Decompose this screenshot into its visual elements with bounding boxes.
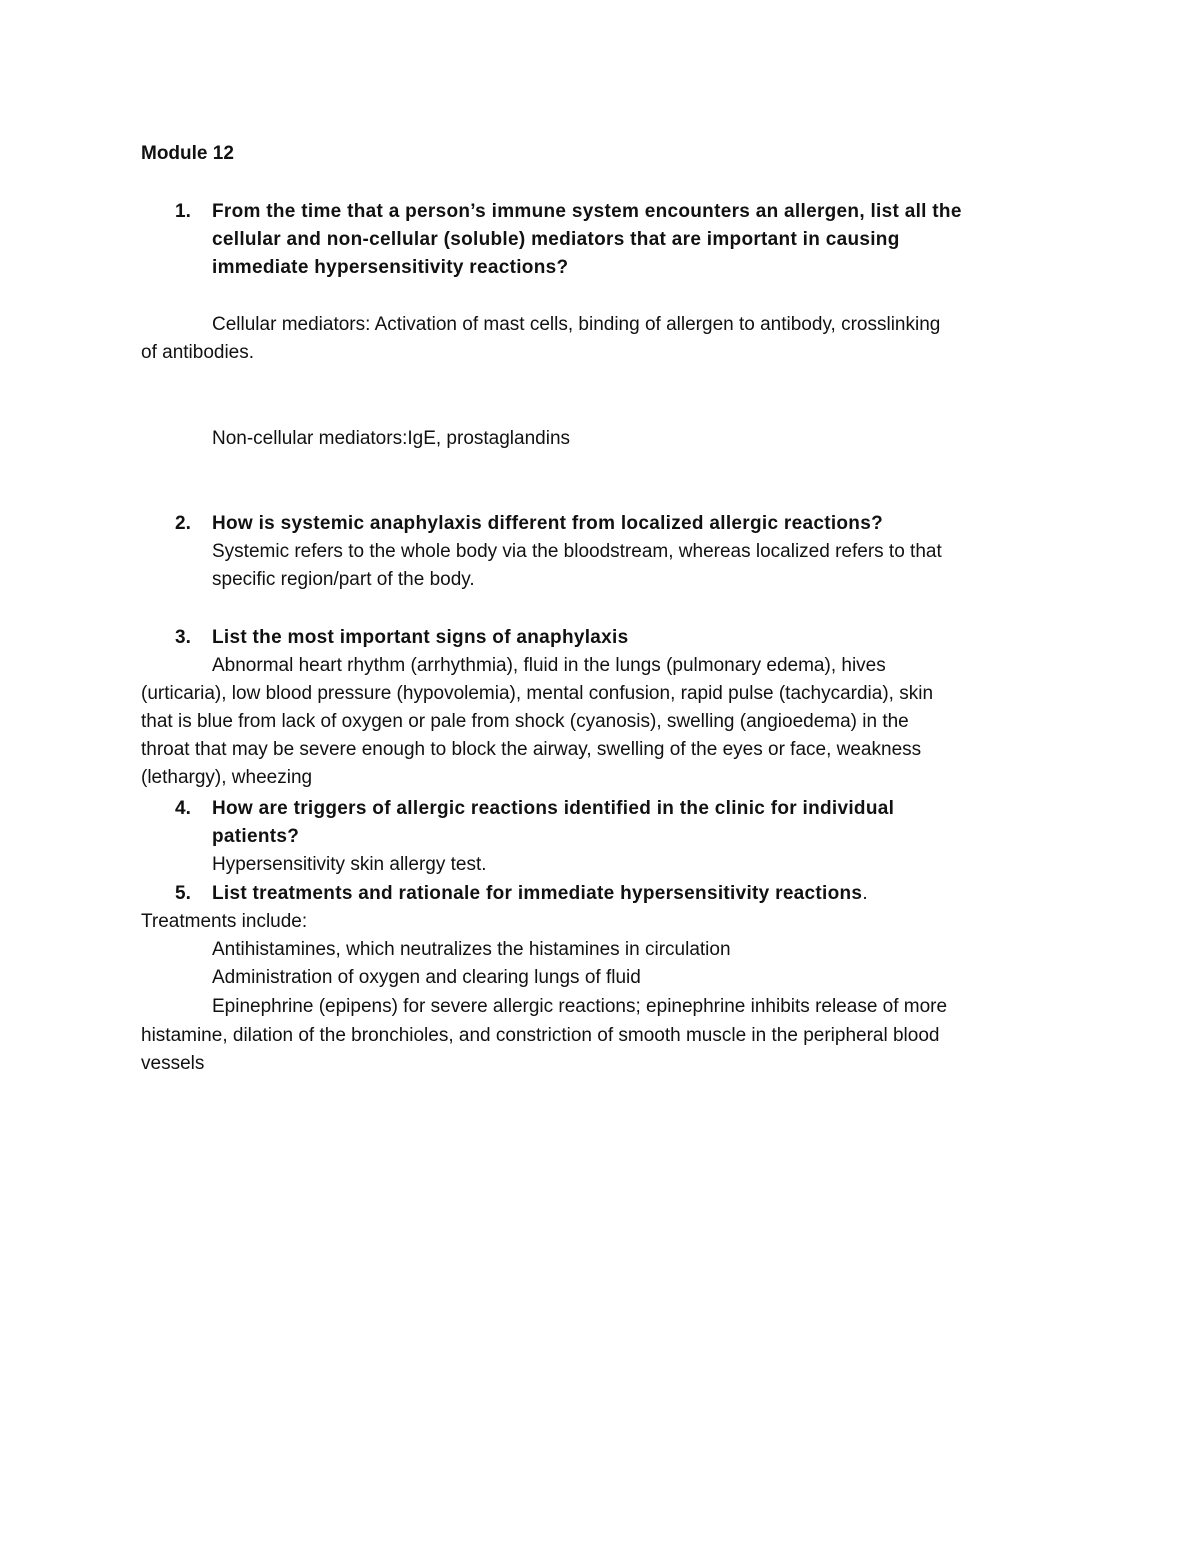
question-2-text: How is systemic anaphylaxis different from localized allergic reactions? — [212, 513, 883, 534]
question-1-line-2: cellular and non-cellular (soluble) mediators that are important in causing — [212, 229, 900, 250]
question-4-line-2: patients? — [212, 826, 300, 847]
answer-4: Hypersensitivity skin allergy test. — [212, 854, 487, 875]
question-1-line-3: immediate hypersensitivity reactions? — [212, 257, 569, 278]
answer-3-line-4: throat that may be severe enough to block the airway, swelling of the eyes or face, weakness — [141, 739, 922, 760]
question-2-number: 2. — [175, 513, 191, 534]
answer-3-line-5: (lethargy), wheezing — [141, 767, 313, 788]
answer-3-line-2: (urticaria), low blood pressure (hypovolemia), mental confusion, rapid pulse (tachycardia), skin — [141, 683, 934, 704]
noncellular-mediators: Non-cellular mediators:IgE, prostaglandins — [212, 428, 571, 449]
page-title: Module 12 — [141, 143, 234, 164]
cellular-mediators-line-2: of antibodies. — [141, 342, 255, 363]
answer-2-line-2: specific region/part of the body. — [212, 569, 475, 590]
treatment-item-antihistamines: Antihistamines, which neutralizes the histamines in circulation — [212, 939, 731, 960]
question-4-line-1: How are triggers of allergic reactions identified in the clinic for individual — [212, 798, 895, 819]
treatment-continuation-line-2: vessels — [141, 1053, 205, 1074]
question-5-line — [212, 880, 868, 908]
question-1-number: 1. — [175, 201, 191, 222]
question-5-text: List treatments and rationale for immediate hypersensitivity reactions — [212, 883, 863, 904]
answer-3-line-1: Abnormal heart rhythm (arrhythmia), fluid in the lungs (pulmonary edema), hives — [212, 655, 886, 676]
question-3-text: List the most important signs of anaphylaxis — [212, 627, 629, 648]
question-5-suffix: . — [862, 883, 868, 904]
question-1-line-1: From the time that a person’s immune system encounters an allergen, list all the — [212, 201, 962, 222]
treatment-item-epinephrine: Epinephrine (epipens) for severe allergic reactions; epinephrine inhibits release of more — [212, 996, 948, 1017]
treatment-item-oxygen: Administration of oxygen and clearing lungs of fluid — [212, 967, 641, 988]
answer-2-line-1: Systemic refers to the whole body via the bloodstream, whereas localized refers to that — [212, 541, 942, 562]
treatment-continuation-line-1: histamine, dilation of the bronchioles, and constriction of smooth muscle in the peripheral blood — [141, 1025, 940, 1046]
answer-3-line-3: that is blue from lack of oxygen or pale from shock (cyanosis), swelling (angioedema) in the — [141, 711, 909, 732]
question-5-number: 5. — [175, 883, 191, 904]
question-3-number: 3. — [175, 627, 191, 648]
question-4-number: 4. — [175, 798, 191, 819]
treatments-intro: Treatments include: — [141, 911, 308, 932]
cellular-mediators-line-1: Cellular mediators: Activation of mast cells, binding of allergen to antibody, crosslinking — [212, 314, 941, 335]
